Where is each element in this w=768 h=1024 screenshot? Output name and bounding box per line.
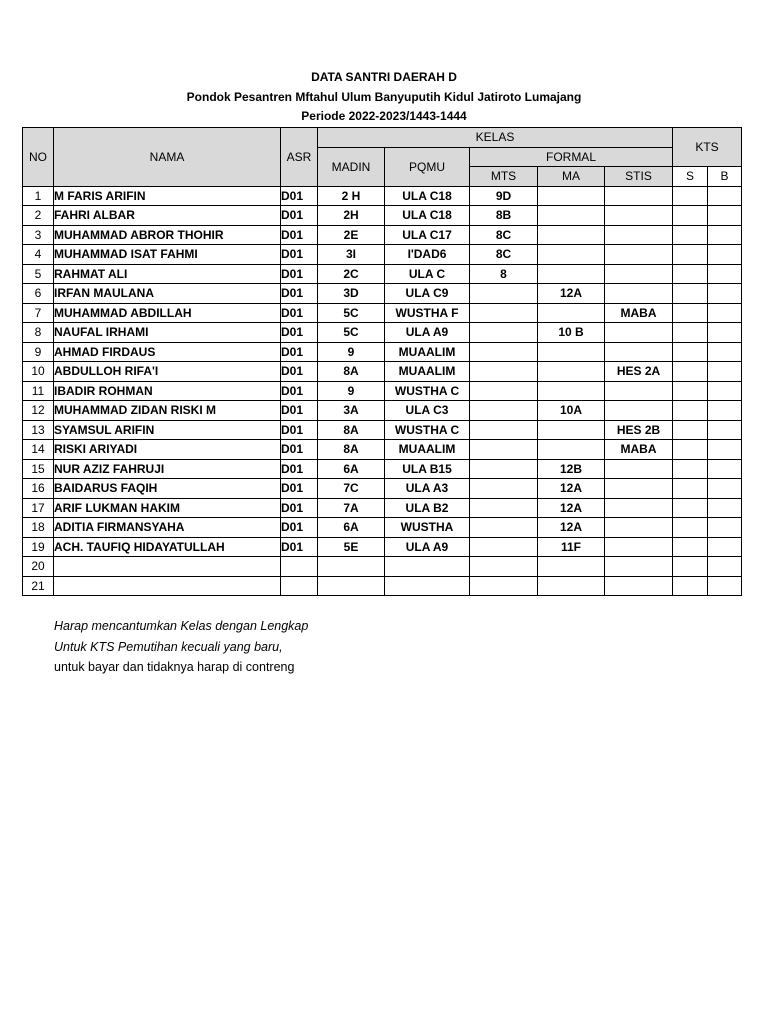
row-pqmu-cell: WUSTHA F bbox=[385, 303, 470, 323]
row-ma-cell: 12A bbox=[538, 498, 605, 518]
row-madin-cell bbox=[318, 576, 385, 596]
row-mts-cell bbox=[470, 537, 538, 557]
row-kts-s-cell[interactable] bbox=[673, 440, 708, 460]
row-kts-b-cell[interactable] bbox=[708, 225, 742, 245]
row-stis-cell: MABA bbox=[605, 303, 673, 323]
row-no-cell: 13 bbox=[23, 420, 54, 440]
row-kts-b-cell[interactable] bbox=[708, 284, 742, 304]
row-asr-cell: D01 bbox=[281, 479, 318, 499]
row-pqmu-cell: ULA A9 bbox=[385, 323, 470, 343]
santri-table bbox=[22, 127, 742, 596]
row-madin-cell: 9 bbox=[318, 381, 385, 401]
row-no-cell: 16 bbox=[23, 479, 54, 499]
table-row bbox=[23, 381, 742, 401]
row-madin-cell: 2C bbox=[318, 264, 385, 284]
row-stis-cell: HES 2A bbox=[605, 362, 673, 382]
row-mts-cell bbox=[470, 479, 538, 499]
row-kts-b-cell[interactable] bbox=[708, 537, 742, 557]
table-row bbox=[23, 206, 742, 226]
row-no-cell: 18 bbox=[23, 518, 54, 538]
header-kts: KTS bbox=[673, 128, 742, 167]
row-mts-cell bbox=[470, 342, 538, 362]
row-madin-cell: 5E bbox=[318, 537, 385, 557]
row-nama-cell: ABDULLOH RIFA'I bbox=[54, 362, 281, 382]
row-madin-cell: 8A bbox=[318, 440, 385, 460]
row-no-cell: 8 bbox=[23, 323, 54, 343]
table-row bbox=[23, 420, 742, 440]
row-kts-s-cell[interactable] bbox=[673, 420, 708, 440]
row-nama-cell: MUHAMMAD ABDILLAH bbox=[54, 303, 281, 323]
row-kts-b-cell[interactable] bbox=[708, 264, 742, 284]
row-kts-s-cell[interactable] bbox=[673, 206, 708, 226]
row-asr-cell: D01 bbox=[281, 342, 318, 362]
document-title: DATA SANTRI DAERAH D bbox=[311, 70, 457, 84]
row-pqmu-cell: WUSTHA C bbox=[385, 420, 470, 440]
row-pqmu-cell bbox=[385, 576, 470, 596]
row-nama-cell bbox=[54, 576, 281, 596]
table-row bbox=[23, 245, 742, 265]
row-madin-cell: 2E bbox=[318, 225, 385, 245]
row-ma-cell: 10 B bbox=[538, 323, 605, 343]
row-mts-cell: 8C bbox=[470, 225, 538, 245]
header-kts-s: S bbox=[673, 167, 708, 187]
row-madin-cell: 3D bbox=[318, 284, 385, 304]
row-no-cell: 1 bbox=[23, 186, 54, 206]
row-asr-cell: D01 bbox=[281, 537, 318, 557]
row-nama-cell bbox=[54, 557, 281, 577]
row-kts-s-cell[interactable] bbox=[673, 401, 708, 421]
row-stis-cell bbox=[605, 264, 673, 284]
row-kts-b-cell[interactable] bbox=[708, 557, 742, 577]
table-body bbox=[23, 186, 742, 596]
row-kts-b-cell[interactable] bbox=[708, 576, 742, 596]
row-kts-s-cell[interactable] bbox=[673, 557, 708, 577]
row-asr-cell: D01 bbox=[281, 206, 318, 226]
header-asr: ASR bbox=[281, 128, 318, 187]
table-row bbox=[23, 576, 742, 596]
row-kts-b-cell[interactable] bbox=[708, 498, 742, 518]
row-pqmu-cell bbox=[385, 557, 470, 577]
row-asr-cell: D01 bbox=[281, 420, 318, 440]
row-kts-s-cell[interactable] bbox=[673, 284, 708, 304]
row-madin-cell: 8A bbox=[318, 420, 385, 440]
row-kts-b-cell[interactable] bbox=[708, 186, 742, 206]
row-pqmu-cell: ULA B2 bbox=[385, 498, 470, 518]
row-ma-cell bbox=[538, 264, 605, 284]
row-nama-cell: NUR AZIZ FAHRUJI bbox=[54, 459, 281, 479]
row-pqmu-cell: MUAALIM bbox=[385, 440, 470, 460]
row-mts-cell bbox=[470, 498, 538, 518]
row-asr-cell: D01 bbox=[281, 459, 318, 479]
row-madin-cell: 8A bbox=[318, 362, 385, 382]
header-kelas: KELAS bbox=[318, 128, 673, 148]
table-row bbox=[23, 459, 742, 479]
row-kts-b-cell[interactable] bbox=[708, 459, 742, 479]
row-ma-cell: 10A bbox=[538, 401, 605, 421]
row-kts-s-cell[interactable] bbox=[673, 186, 708, 206]
row-mts-cell bbox=[470, 576, 538, 596]
row-nama-cell: ARIF LUKMAN HAKIM bbox=[54, 498, 281, 518]
row-kts-s-cell[interactable] bbox=[673, 225, 708, 245]
row-madin-cell: 5C bbox=[318, 303, 385, 323]
row-ma-cell bbox=[538, 206, 605, 226]
row-kts-b-cell[interactable] bbox=[708, 440, 742, 460]
row-mts-cell bbox=[470, 459, 538, 479]
row-madin-cell: 7C bbox=[318, 479, 385, 499]
table-row bbox=[23, 440, 742, 460]
row-stis-cell bbox=[605, 186, 673, 206]
row-mts-cell bbox=[470, 284, 538, 304]
row-kts-s-cell[interactable] bbox=[673, 342, 708, 362]
row-no-cell: 17 bbox=[23, 498, 54, 518]
row-ma-cell: 12B bbox=[538, 459, 605, 479]
row-mts-cell bbox=[470, 518, 538, 538]
row-madin-cell: 9 bbox=[318, 342, 385, 362]
row-stis-cell bbox=[605, 576, 673, 596]
table-row bbox=[23, 303, 742, 323]
header-kts-b: B bbox=[708, 167, 742, 187]
row-nama-cell: ACH. TAUFIQ HIDAYATULLAH bbox=[54, 537, 281, 557]
row-mts-cell: 8C bbox=[470, 245, 538, 265]
row-stis-cell bbox=[605, 537, 673, 557]
row-nama-cell: BAIDARUS FAQIH bbox=[54, 479, 281, 499]
row-kts-b-cell[interactable] bbox=[708, 420, 742, 440]
row-kts-b-cell[interactable] bbox=[708, 245, 742, 265]
table-row bbox=[23, 518, 742, 538]
row-pqmu-cell: WUSTHA C bbox=[385, 381, 470, 401]
row-ma-cell bbox=[538, 557, 605, 577]
row-pqmu-cell: ULA C9 bbox=[385, 284, 470, 304]
row-ma-cell bbox=[538, 381, 605, 401]
row-no-cell: 15 bbox=[23, 459, 54, 479]
notes bbox=[54, 616, 308, 678]
row-asr-cell: D01 bbox=[281, 186, 318, 206]
row-mts-cell bbox=[470, 362, 538, 382]
row-stis-cell: HES 2B bbox=[605, 420, 673, 440]
row-madin-cell: 7A bbox=[318, 498, 385, 518]
row-pqmu-cell: I'DAD6 bbox=[385, 245, 470, 265]
row-stis-cell bbox=[605, 323, 673, 343]
row-pqmu-cell: ULA A3 bbox=[385, 479, 470, 499]
row-stis-cell bbox=[605, 459, 673, 479]
row-kts-b-cell[interactable] bbox=[708, 362, 742, 382]
header-stis: STIS bbox=[605, 167, 673, 187]
document-header bbox=[0, 68, 768, 127]
row-stis-cell bbox=[605, 225, 673, 245]
row-kts-b-cell[interactable] bbox=[708, 303, 742, 323]
institution-name: Pondok Pesantren Mftahul Ulum Banyuputih Kidul Jatiroto Lumajang bbox=[186, 89, 582, 104]
row-no-cell: 11 bbox=[23, 381, 54, 401]
row-kts-b-cell[interactable] bbox=[708, 342, 742, 362]
row-nama-cell: MUHAMMAD ABROR THOHIR bbox=[54, 225, 281, 245]
row-pqmu-cell: MUAALIM bbox=[385, 342, 470, 362]
row-kts-s-cell[interactable] bbox=[673, 323, 708, 343]
row-asr-cell bbox=[281, 576, 318, 596]
row-mts-cell: 8B bbox=[470, 206, 538, 226]
row-stis-cell bbox=[605, 342, 673, 362]
header-nama: NAMA bbox=[54, 128, 281, 187]
row-madin-cell: 6A bbox=[318, 459, 385, 479]
header-formal: FORMAL bbox=[470, 147, 673, 167]
row-mts-cell bbox=[470, 303, 538, 323]
row-no-cell: 3 bbox=[23, 225, 54, 245]
row-kts-s-cell[interactable] bbox=[673, 459, 708, 479]
row-no-cell: 19 bbox=[23, 537, 54, 557]
row-ma-cell: 12A bbox=[538, 518, 605, 538]
header-ma: MA bbox=[538, 167, 605, 187]
row-stis-cell bbox=[605, 245, 673, 265]
row-nama-cell: NAUFAL IRHAMI bbox=[54, 323, 281, 343]
row-mts-cell bbox=[470, 440, 538, 460]
row-kts-s-cell[interactable] bbox=[673, 518, 708, 538]
header-madin: MADIN bbox=[318, 147, 385, 186]
row-mts-cell bbox=[470, 381, 538, 401]
row-asr-cell: D01 bbox=[281, 323, 318, 343]
row-madin-cell: 5C bbox=[318, 323, 385, 343]
row-ma-cell bbox=[538, 362, 605, 382]
row-stis-cell bbox=[605, 557, 673, 577]
row-madin-cell: 3A bbox=[318, 401, 385, 421]
note-line-3: untuk bayar dan tidaknya harap di contreng bbox=[54, 660, 295, 674]
row-ma-cell bbox=[538, 225, 605, 245]
row-nama-cell: IRFAN MAULANA bbox=[54, 284, 281, 304]
row-pqmu-cell: ULA C bbox=[385, 264, 470, 284]
row-stis-cell bbox=[605, 381, 673, 401]
row-pqmu-cell: ULA C18 bbox=[385, 186, 470, 206]
row-nama-cell: M FARIS ARIFIN bbox=[54, 186, 281, 206]
row-pqmu-cell: ULA C18 bbox=[385, 206, 470, 226]
table-row bbox=[23, 557, 742, 577]
row-ma-cell bbox=[538, 303, 605, 323]
row-no-cell: 2 bbox=[23, 206, 54, 226]
row-asr-cell: D01 bbox=[281, 225, 318, 245]
row-ma-cell: 12A bbox=[538, 479, 605, 499]
row-ma-cell: 11F bbox=[538, 537, 605, 557]
row-asr-cell: D01 bbox=[281, 303, 318, 323]
row-madin-cell: 3I bbox=[318, 245, 385, 265]
note-line-2: Untuk KTS Pemutihan kecuali yang baru, bbox=[54, 639, 283, 654]
row-asr-cell: D01 bbox=[281, 518, 318, 538]
row-mts-cell bbox=[470, 323, 538, 343]
row-pqmu-cell: ULA A9 bbox=[385, 537, 470, 557]
row-no-cell: 10 bbox=[23, 362, 54, 382]
table-row bbox=[23, 342, 742, 362]
row-ma-cell bbox=[538, 420, 605, 440]
row-no-cell: 6 bbox=[23, 284, 54, 304]
row-kts-s-cell[interactable] bbox=[673, 381, 708, 401]
row-ma-cell bbox=[538, 576, 605, 596]
row-nama-cell: FAHRI ALBAR bbox=[54, 206, 281, 226]
row-stis-cell bbox=[605, 401, 673, 421]
row-kts-b-cell[interactable] bbox=[708, 479, 742, 499]
row-kts-s-cell[interactable] bbox=[673, 576, 708, 596]
row-kts-s-cell[interactable] bbox=[673, 479, 708, 499]
table-row bbox=[23, 479, 742, 499]
table-row bbox=[23, 537, 742, 557]
row-madin-cell: 2H bbox=[318, 206, 385, 226]
row-ma-cell bbox=[538, 440, 605, 460]
row-kts-b-cell[interactable] bbox=[708, 381, 742, 401]
row-stis-cell: MABA bbox=[605, 440, 673, 460]
row-pqmu-cell: MUAALIM bbox=[385, 362, 470, 382]
row-kts-b-cell[interactable] bbox=[708, 401, 742, 421]
row-mts-cell: 8 bbox=[470, 264, 538, 284]
row-nama-cell: SYAMSUL ARIFIN bbox=[54, 420, 281, 440]
row-stis-cell bbox=[605, 498, 673, 518]
row-pqmu-cell: ULA B15 bbox=[385, 459, 470, 479]
row-no-cell: 9 bbox=[23, 342, 54, 362]
row-no-cell: 21 bbox=[23, 576, 54, 596]
row-asr-cell: D01 bbox=[281, 362, 318, 382]
row-kts-b-cell[interactable] bbox=[708, 206, 742, 226]
table-row bbox=[23, 401, 742, 421]
row-kts-s-cell[interactable] bbox=[673, 303, 708, 323]
row-pqmu-cell: ULA C17 bbox=[385, 225, 470, 245]
row-mts-cell bbox=[470, 420, 538, 440]
header-pqmu: PQMU bbox=[385, 147, 470, 186]
table-row bbox=[23, 362, 742, 382]
row-no-cell: 7 bbox=[23, 303, 54, 323]
row-no-cell: 14 bbox=[23, 440, 54, 460]
row-kts-s-cell[interactable] bbox=[673, 264, 708, 284]
row-nama-cell: IBADIR ROHMAN bbox=[54, 381, 281, 401]
row-no-cell: 20 bbox=[23, 557, 54, 577]
row-nama-cell: ADITIA FIRMANSYAHA bbox=[54, 518, 281, 538]
note-line-1: Harap mencantumkan Kelas dengan Lengkap bbox=[54, 619, 309, 633]
row-kts-b-cell[interactable] bbox=[708, 323, 742, 343]
row-kts-b-cell[interactable] bbox=[708, 518, 742, 538]
row-ma-cell bbox=[538, 186, 605, 206]
row-kts-s-cell[interactable] bbox=[673, 537, 708, 557]
row-nama-cell: RAHMAT ALI bbox=[54, 264, 281, 284]
row-asr-cell: D01 bbox=[281, 245, 318, 265]
row-asr-cell: D01 bbox=[281, 440, 318, 460]
row-nama-cell: RISKI ARIYADI bbox=[54, 440, 281, 460]
row-pqmu-cell: ULA C3 bbox=[385, 401, 470, 421]
row-ma-cell: 12A bbox=[538, 284, 605, 304]
header-mts: MTS bbox=[470, 167, 538, 187]
row-stis-cell bbox=[605, 206, 673, 226]
row-stis-cell bbox=[605, 518, 673, 538]
row-madin-cell bbox=[318, 557, 385, 577]
row-kts-s-cell[interactable] bbox=[673, 245, 708, 265]
row-kts-s-cell[interactable] bbox=[673, 498, 708, 518]
row-stis-cell bbox=[605, 284, 673, 304]
row-nama-cell: MUHAMMAD ZIDAN RISKI M bbox=[54, 401, 281, 421]
row-mts-cell bbox=[470, 557, 538, 577]
row-madin-cell: 6A bbox=[318, 518, 385, 538]
table-row bbox=[23, 284, 742, 304]
table-row bbox=[23, 186, 742, 206]
row-asr-cell: D01 bbox=[281, 498, 318, 518]
row-asr-cell: D01 bbox=[281, 401, 318, 421]
row-asr-cell bbox=[281, 557, 318, 577]
table-row bbox=[23, 323, 742, 343]
row-nama-cell: MUHAMMAD ISAT FAHMI bbox=[54, 245, 281, 265]
table-row bbox=[23, 498, 742, 518]
row-mts-cell: 9D bbox=[470, 186, 538, 206]
table-row bbox=[23, 225, 742, 245]
row-no-cell: 12 bbox=[23, 401, 54, 421]
period-label: Periode 2022-2023/1443-1444 bbox=[301, 109, 467, 123]
row-asr-cell: D01 bbox=[281, 264, 318, 284]
row-madin-cell: 2 H bbox=[318, 186, 385, 206]
row-ma-cell bbox=[538, 245, 605, 265]
row-nama-cell: AHMAD FIRDAUS bbox=[54, 342, 281, 362]
row-no-cell: 5 bbox=[23, 264, 54, 284]
row-no-cell: 4 bbox=[23, 245, 54, 265]
row-ma-cell bbox=[538, 342, 605, 362]
row-asr-cell: D01 bbox=[281, 284, 318, 304]
row-kts-s-cell[interactable] bbox=[673, 362, 708, 382]
header-no: NO bbox=[23, 128, 54, 187]
row-asr-cell: D01 bbox=[281, 381, 318, 401]
table-row bbox=[23, 264, 742, 284]
row-stis-cell bbox=[605, 479, 673, 499]
row-mts-cell bbox=[470, 401, 538, 421]
row-pqmu-cell: WUSTHA bbox=[385, 518, 470, 538]
